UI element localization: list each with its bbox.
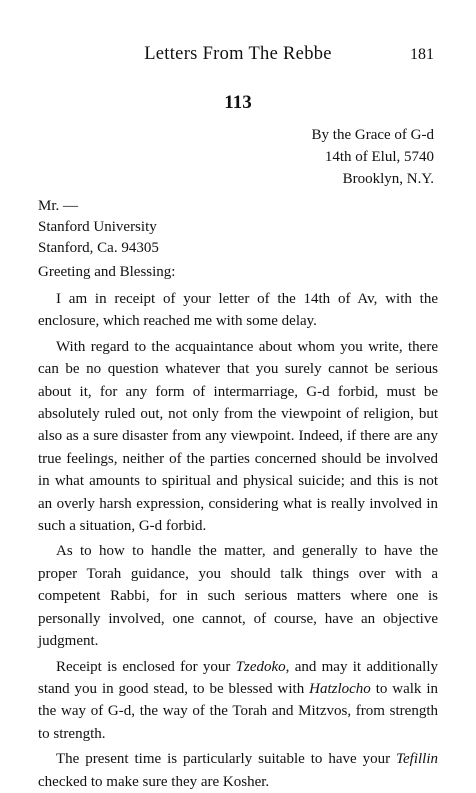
- dateline-line: By the Grace of G-d: [311, 127, 434, 143]
- letter-number: 113: [224, 92, 252, 113]
- term-tzedoko: Tzedoko: [235, 658, 286, 675]
- recipient-city: Stanford, Ca. 94305: [38, 240, 159, 256]
- term-tefillin: Tefillin: [396, 751, 438, 768]
- paragraph-4-text: Receipt is enclosed for your: [56, 658, 236, 675]
- dateline: [312, 124, 434, 190]
- running-head: [0, 44, 476, 72]
- paragraph-5: [38, 748, 438, 793]
- running-title: Letters From The Rebbe: [144, 44, 332, 64]
- paragraph-1: I am in receipt of your letter of the 14th of Av, with the enclosure, which reached me with some delay.: [38, 291, 438, 330]
- recipient-address: [38, 196, 159, 259]
- salutation: Greeting and Blessing:: [38, 264, 176, 280]
- dateline-date: 14th of Elul, 5740: [324, 149, 434, 165]
- recipient-name: Mr. —: [38, 198, 79, 214]
- recipient-institution: Stanford University: [38, 219, 157, 235]
- paragraph-2: With regard to the acquaintance about whom you write, there can be no question whatever that you surely cannot be serious about it, for any form of intermarriage, G-d forbid, must be absolutely ruled out, not only from the viewpoint of religion, but also as a sure disaster from any viewpoint. Indeed, if there are any true feelings, neither of the parties concerned should be involved in what amounts to spiritual and physical suicide; and this is not an overly harsh expression, considering what is really involved in such a situation, G-d forbid.: [38, 338, 438, 535]
- paragraph-4-text: , and may it additionally stand you in good stead, to be blessed with: [38, 658, 438, 697]
- letter-body: [38, 288, 438, 793]
- paragraph-5-text: The present time is particularly suitable to have your: [56, 751, 397, 768]
- term-hatzlocho: Hatzlocho: [309, 680, 371, 697]
- dateline-place: Brooklyn, N.Y.: [342, 171, 434, 187]
- paragraph-3: As to how to handle the matter, and generally to have the proper Torah guidance, you should talk things over with a competent Rabbi, for in such serious matters where one is personally involved, one cannot, of course, have an objective judgment.: [38, 543, 438, 650]
- paragraph-4-text: to walk in the way of G-d, the way of the Torah and Mitzvos, from strength to strength.: [38, 680, 438, 742]
- paragraph-4: [38, 656, 438, 746]
- paragraph-5-text: checked to make sure they are Kosher.: [38, 773, 270, 790]
- page-number: 181: [410, 46, 434, 63]
